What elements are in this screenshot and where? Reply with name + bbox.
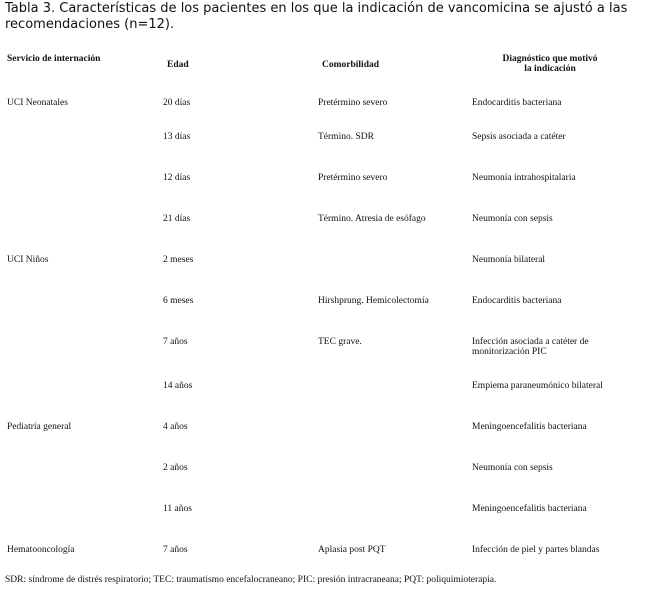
row-comorbidity: Término. Atresia de esófago bbox=[318, 214, 426, 224]
row-age: 2 meses bbox=[163, 255, 194, 265]
row-diagnosis: Meningoencefalitis bacteriana bbox=[472, 422, 587, 432]
row-service: Hematooncología bbox=[7, 545, 75, 555]
row-comorbidity: Pretérmino severo bbox=[318, 98, 388, 108]
row-age: 13 días bbox=[163, 132, 191, 142]
row-age: 2 años bbox=[163, 463, 188, 473]
header-diagnosis-line-2: la indicación bbox=[524, 64, 576, 74]
row-diagnosis: Endocarditis bacteriana bbox=[472, 296, 562, 306]
row-age: 7 años bbox=[163, 337, 188, 347]
row-diagnosis: Neumonía bilateral bbox=[472, 255, 546, 265]
row-diagnosis bbox=[472, 337, 589, 357]
row-diagnosis: Empiema paraneumónico bilateral bbox=[472, 381, 603, 391]
row-comorbidity: Término. SDR bbox=[318, 132, 374, 142]
row-age: 14 años bbox=[163, 381, 193, 391]
row-diagnosis-line-1: Infección asociada a catéter de bbox=[472, 337, 589, 347]
row-diagnosis: Sepsis asociada a catéter bbox=[472, 132, 566, 142]
caption-line-1: Tabla 3. Características de los pacientes en los que la indicación de vancomicina se ajustó a las bbox=[5, 1, 628, 16]
row-age: 11 años bbox=[163, 504, 192, 514]
row-service: Pediatría general bbox=[7, 422, 72, 432]
header-service: Servicio de internación bbox=[7, 54, 101, 64]
row-age: 21 días bbox=[163, 214, 191, 224]
row-diagnosis-line-2: monitorización PIC bbox=[472, 347, 547, 357]
row-diagnosis: Neumonía con sepsis bbox=[472, 463, 553, 473]
row-diagnosis: Endocarditis bacteriana bbox=[472, 98, 562, 108]
caption-line-2: recomendaciones (n=12). bbox=[5, 17, 175, 32]
header-age: Edad bbox=[167, 60, 189, 70]
row-age: 6 meses bbox=[163, 296, 194, 306]
row-diagnosis: Neumonía intrahospitalaria bbox=[472, 173, 576, 183]
row-diagnosis: Infección de piel y partes blandas bbox=[472, 545, 600, 555]
row-age: 4 años bbox=[163, 422, 188, 432]
header-diagnosis-line-1: Diagnóstico que motivó bbox=[502, 54, 598, 64]
row-comorbidity: Aplasia post PQT bbox=[318, 545, 386, 555]
row-service: UCI Niños bbox=[7, 255, 49, 265]
row-age: 7 años bbox=[163, 545, 188, 555]
row-age: 20 días bbox=[163, 98, 191, 108]
row-comorbidity: Hirshprung. Hemicolectomía bbox=[318, 296, 429, 306]
table-footnote: SDR: síndrome de distrés respiratorio; TEC: traumatismo encefalocraneano; PIC: presión intracraneana; PQT: poliquimioterapia. bbox=[5, 575, 497, 585]
row-comorbidity: TEC grave. bbox=[318, 337, 362, 347]
row-comorbidity: Pretérmino severo bbox=[318, 173, 388, 183]
row-diagnosis: Neumonía con sepsis bbox=[472, 214, 553, 224]
header-diagnosis bbox=[490, 54, 610, 74]
row-service: UCI Neonatales bbox=[7, 98, 68, 108]
header-comorbidity: Comorbilidad bbox=[322, 60, 380, 70]
row-age: 12 días bbox=[163, 173, 191, 183]
row-diagnosis: Meningoencefalitis bacteriana bbox=[472, 504, 587, 514]
